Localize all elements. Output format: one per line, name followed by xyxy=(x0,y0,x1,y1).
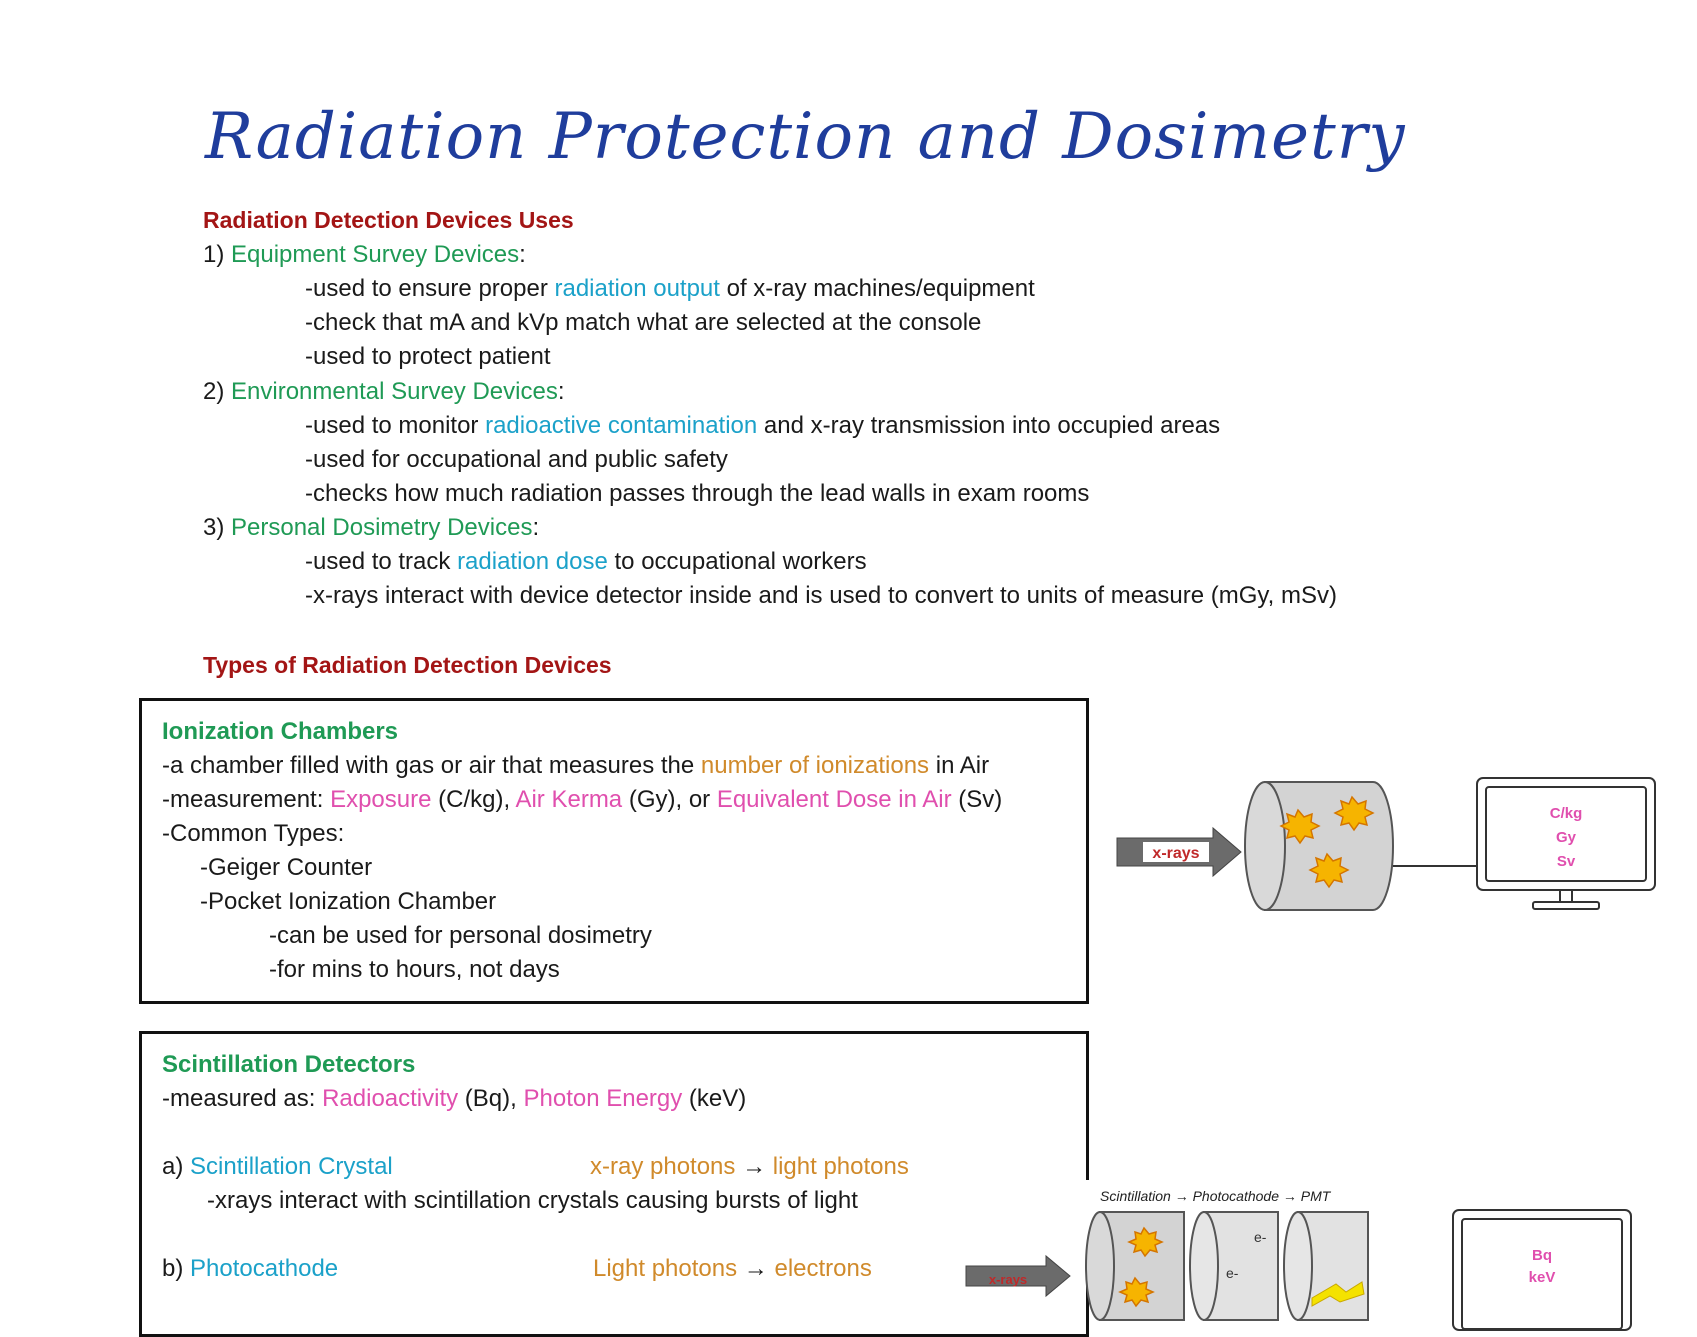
ionization-line-2 xyxy=(162,783,1002,817)
chamber-cylinder-face xyxy=(1245,782,1285,910)
arrow-right-icon: → xyxy=(737,1255,775,1282)
page-title: Radiation Protection and Dosimetry xyxy=(205,100,1406,174)
scint-a-num: a) xyxy=(162,1153,191,1180)
scintillation-line-1 xyxy=(162,1082,746,1116)
crystal-face xyxy=(1086,1212,1114,1320)
ionization-line-7: -for mins to hours, not days xyxy=(269,956,560,983)
use-2-line-1-highlight: radioactive contamination xyxy=(485,412,758,439)
use-1-line-1-post: of x-ray machines/equipment xyxy=(719,275,1035,302)
types-heading: Types of Radiation Detection Devices xyxy=(203,652,612,678)
scint-a-conversion xyxy=(590,1150,909,1184)
use-2-name: Environmental Survey Devices xyxy=(231,378,558,405)
air-kerma-term: Air Kerma xyxy=(515,786,623,813)
scintillation-line-1-pre: -measured as: xyxy=(162,1085,323,1112)
ionization-line-5: -Pocket Ionization Chamber xyxy=(200,888,497,915)
use-3-name: Personal Dosimetry Devices xyxy=(231,514,533,541)
scint-a-to: light photons xyxy=(772,1153,909,1180)
scintillation-heading: Scintillation Detectors xyxy=(162,1051,416,1078)
unit-sv: Sv xyxy=(1556,853,1576,870)
scint-b-num: b) xyxy=(162,1255,191,1282)
scint-b-title xyxy=(162,1252,338,1286)
use-1-name: Equipment Survey Devices xyxy=(231,241,520,268)
scint-a-from: x-ray photons xyxy=(590,1153,736,1180)
ionization-line-4: -Geiger Counter xyxy=(200,854,373,881)
electron-label: e- xyxy=(1226,1265,1239,1281)
scintillation-diagram-area xyxy=(960,1180,1697,1287)
ionization-line-1-post: in Air xyxy=(929,752,990,779)
scint-arrow-label: x-rays xyxy=(988,1272,1028,1287)
exposure-term: Exposure xyxy=(330,786,432,813)
ionization-line-1 xyxy=(162,749,989,783)
use-3-num: 3) xyxy=(203,514,225,541)
scintillation-diagram xyxy=(960,1180,1697,1320)
use-1-line-1-pre: -used to ensure proper xyxy=(305,275,555,302)
use-2-line-1-pre: -used to monitor xyxy=(305,412,486,439)
use-3-line-2: -x-rays interact with device detector inside and is used to convert to units of measure (mGy, mSv) xyxy=(305,582,1337,609)
unit-c-per-kg: C/kg xyxy=(1549,805,1583,822)
use-2-title xyxy=(203,375,565,409)
scint-diagram-caption: Scintillation → Photocathode → PMT xyxy=(1100,1188,1331,1204)
equivalent-dose-term: Equivalent Dose in Air xyxy=(716,786,952,813)
scint-b-name: Photocathode xyxy=(190,1255,339,1282)
use-1-line-2: -check that mA and kVp match what are selected at the console xyxy=(305,309,982,336)
scintillation-detectors-box xyxy=(139,1031,1089,1337)
ionization-chambers-box xyxy=(139,698,1089,1004)
radioactivity-unit: (Bq), xyxy=(458,1085,524,1112)
ionization-line-1-highlight: number of ionizations xyxy=(700,752,930,779)
use-3-colon: : xyxy=(532,514,540,541)
ionization-line-2-pre: -measurement: xyxy=(162,786,331,813)
use-3-line-1-highlight: radiation dose xyxy=(457,548,608,575)
use-3-title xyxy=(203,511,539,545)
air-kerma-unit: (Gy), or xyxy=(622,786,717,813)
use-1-line-1-highlight: radiation output xyxy=(554,275,720,302)
ionization-line-1-pre: -a chamber filled with gas or air that measures the xyxy=(162,752,701,779)
use-1-title xyxy=(203,238,526,272)
scint-b-conversion xyxy=(593,1252,872,1286)
xray-arrow-label: x-rays xyxy=(1152,845,1200,862)
ionization-line-3: -Common Types: xyxy=(162,820,345,847)
use-1-num: 1) xyxy=(203,241,225,268)
photon-energy-term: Photon Energy xyxy=(523,1085,683,1112)
use-2-line-1 xyxy=(305,409,1220,443)
photocathode-face xyxy=(1190,1212,1218,1320)
use-3-line-1 xyxy=(305,545,867,579)
ionization-heading: Ionization Chambers xyxy=(162,718,399,745)
use-3-line-1-post: to occupational workers xyxy=(607,548,867,575)
unit-bq: Bq xyxy=(1532,1247,1552,1264)
use-3-line-1-pre: -used to track xyxy=(305,548,458,575)
monitor-neck xyxy=(1560,890,1572,902)
uses-heading: Radiation Detection Devices Uses xyxy=(203,207,574,233)
unit-gy: Gy xyxy=(1555,829,1577,846)
electron-label: e- xyxy=(1254,1229,1267,1245)
use-2-line-2: -used for occupational and public safety xyxy=(305,446,728,473)
scint-b-to: electrons xyxy=(774,1255,872,1282)
exposure-unit: (C/kg), xyxy=(431,786,516,813)
arrow-right-icon: → xyxy=(735,1153,773,1180)
radioactivity-term: Radioactivity xyxy=(322,1085,459,1112)
scint-a-title xyxy=(162,1150,393,1184)
scint-b-from: Light photons xyxy=(593,1255,738,1282)
use-2-colon: : xyxy=(557,378,565,405)
use-1-colon: : xyxy=(519,241,526,268)
scint-a-name: Scintillation Crystal xyxy=(190,1153,393,1180)
ionization-diagram xyxy=(1105,770,1665,920)
ionization-line-6: -can be used for personal dosimetry xyxy=(269,922,652,949)
pmt-face xyxy=(1284,1212,1312,1320)
use-1-line-3: -used to protect patient xyxy=(305,343,551,370)
use-1-line-1 xyxy=(305,272,1035,306)
use-2-line-1-post: and x-ray transmission into occupied areas xyxy=(757,412,1221,439)
use-2-num: 2) xyxy=(203,378,225,405)
unit-kev: keV xyxy=(1528,1269,1556,1286)
photon-energy-unit: (keV) xyxy=(682,1085,747,1112)
equivalent-dose-unit: (Sv) xyxy=(951,786,1003,813)
monitor-stand xyxy=(1533,902,1599,909)
scint-a-desc: -xrays interact with scintillation crystals causing bursts of light xyxy=(207,1187,858,1214)
use-2-line-3: -checks how much radiation passes through the lead walls in exam rooms xyxy=(305,480,1090,507)
